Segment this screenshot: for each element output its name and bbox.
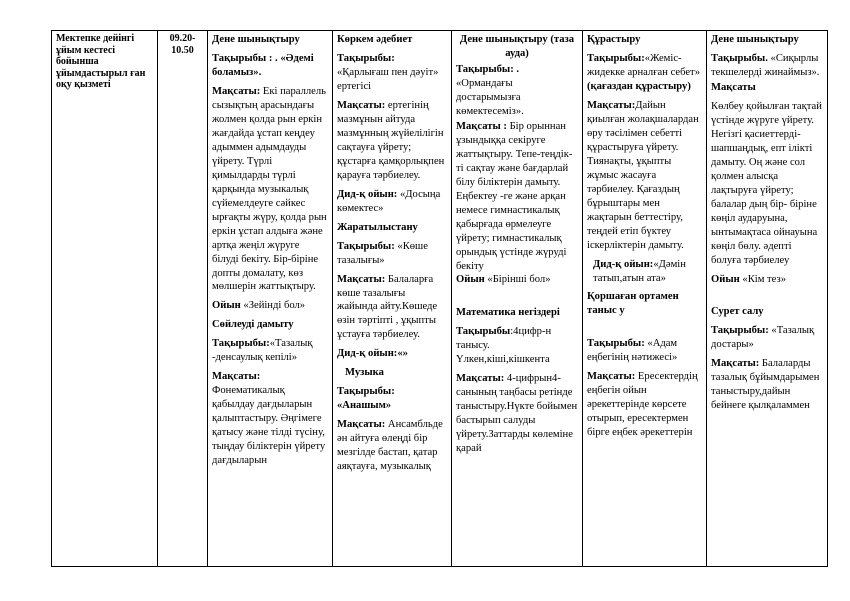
aim-text: Мақсаты : Бір орыннан ұзындыққа секіруге жаттықтыру. Тепе-теңдік-ті сақтау және бағдарлай білу біліктерін дамыту. Еңбектеу -ге және арқан немесе гимнастикалық қабырғада өрмелеуге үйрету; гимнастикалық орындық үстінде жүруді бекіту (456, 120, 573, 272)
topic-line: Тақырыбы: «Қарлығаш пен дәуіт» ертегісі (337, 52, 439, 92)
row-title-cell (52, 31, 158, 567)
game-line: Ойын «Зейінді бол» (212, 300, 306, 312)
subject-heading: Құрастыру (587, 34, 641, 45)
topic-line: Тақырыбы : . «Әдемі боламыз». (212, 52, 314, 78)
friday-cell (707, 31, 828, 567)
aim-text: Мақсаты: ертегінің мазмұнын айтуда мазмұнның жүйелілігін сақтауға үйрету; құстарға қамқорлықпен қарауға тәрбиелеу. (337, 99, 445, 181)
aim-text: Мақсаты: Ансамбльде ән айтуға өлеңді бір мезгілде бастап, қатар аяқтауға, музыкалық (337, 419, 443, 473)
aim-text: Мақсаты:Дайын қиылған жолақшалардан өру тәсілімен себетті құрастыруға үйрету. Тиянақты, ұқыпты жұмыс жасауға тәрбиелеу. Қағаздың бұрыштары мен жақтарын беттестіру, теңдей етіп бүктеу іскерліктерін дамыту. (587, 99, 699, 251)
time-end: 10.50 (171, 45, 194, 56)
topic-line: Тақырыбы: «Адам еңбегінің нәтижесі» (587, 338, 678, 364)
game-line: Ойын «Кім тез» (711, 273, 786, 285)
wednesday-cell (452, 31, 583, 567)
aim-text: Көлбеу қойылған тақтай үстінде жүруге үйрету. Негізгі қасиеттерді-шапшаңдық, епт ілікті дамыту. Оң және сол қолмен алысқа лақтыруға үйрету; балалар дың бір- біріне көңіл аударуына, ынтымақтаса ойнауына көңіл бөлу. әдепті болуға тәрбиелеу (711, 100, 822, 266)
game-line: Дид-қ ойын: «Досыңа көмектес» (337, 188, 441, 214)
topic-line: Тақырыбы: «Анашым» (337, 386, 395, 412)
tuesday-cell (333, 31, 452, 567)
game-line: Дид-қ ойын:«Дәмін татып,атын ата» (593, 258, 686, 284)
subject-heading: Жаратылыстану (337, 221, 418, 233)
aim-label: Мақсаты (711, 81, 756, 93)
topic-line: Тақырыбы:«Жеміс-жидекке арналған себет» (қағаздан құрастыру) (587, 52, 700, 92)
time-cell (158, 31, 208, 567)
subject-heading: Дене шынықтыру (таза ауда) (459, 34, 575, 59)
monday-cell (208, 31, 333, 567)
subject-heading: Сөйлеуді дамыту (212, 319, 294, 331)
thursday-cell (583, 31, 707, 567)
subject-heading: Математика негіздері (456, 307, 560, 319)
aim-text: Мақсаты: Екі параллель сызықтың арасындағы жолмен қолда рын еркін жағдайда ұстап кеңдеу адыммен адымдауды үйрету. Түрлі қимылдарды түрлі қарқында музыкалық сүйемелдеуге сәйкес ырғақты жүру, қолда рын еркін ұстап алдыға және артқа жеңіл жүруге білуді бекіту. Бір-біріне допты домалату, көз мөлшерін жаттықтыру. (212, 85, 327, 293)
schedule-sheet (51, 30, 822, 567)
aim-text: Мақсаты: 4-цифрын4-санының таңбасы ретінде таныстыру.Нүкте бойымен бастырып салуды үйрету.Заттарды көлеміне қарай (456, 373, 578, 455)
topic-line: Тақырыбы: «Тазалық достары» (711, 325, 815, 351)
subject-heading: Сурет салу (711, 306, 764, 318)
aim-text: Мақсаты: Ересектердің еңбегін ойын әрекеттерінде көрсете отырып, ересектермен бірге еңбек әрекеттерін (587, 371, 698, 439)
topic-line: Тақырыбы: . «Ормандағы достарымызға көмектесеміз». (456, 63, 524, 117)
topic-line: Тақырыбы:«Тазалық -денсаулық кепілі» (212, 338, 313, 364)
subject-heading: Дене шынықтыру (711, 34, 799, 45)
game-line: Ойын «Бірінші бол» (456, 274, 551, 286)
schedule-table (51, 30, 828, 567)
subject-heading: Көркем әдебиет (337, 34, 413, 45)
subject-heading: Дене шынықтыру (212, 34, 300, 45)
subject-heading: Қоршаған ортамен таныс у (587, 291, 679, 317)
topic-line: Тақырыбы: «Көше тазалығы» (337, 240, 428, 266)
table-row (52, 31, 828, 567)
topic-line: Тақырыбы. «Сиқырлы текшелерді жинаймыз». (711, 52, 820, 78)
time-start: 09.20- (169, 33, 196, 44)
aim-text: Мақсаты: Балаларды тазалық бұйымдарымен таныстыру,дайын бейнеге қылқаламмен (711, 358, 820, 412)
topic-line: Тақырыбы:4цифр-н танысу. Үлкен,кіші,кішкента (456, 326, 552, 366)
aim-text: Мақсаты: Фонематикалық қабылдау дағдыларын қалыптастыру. Әңгімеге қатысу және тілді түсіну, тыңдау біліктерін үйрету дағдыларын (212, 371, 326, 467)
game-line: Дид-қ ойын:«» (337, 348, 408, 360)
aim-text: Мақсаты: Балаларға көше тазалығы жайында айту.Көшеде өзін тәртіпті , ұқыпты ұстауға тәрбиелеу. (337, 273, 438, 341)
subject-heading: Музыка (345, 367, 384, 379)
row-title: Мектепке дейінгі ұйым кестесі бойынша ұйымдастырыл ған оқу қызметі (56, 33, 146, 90)
